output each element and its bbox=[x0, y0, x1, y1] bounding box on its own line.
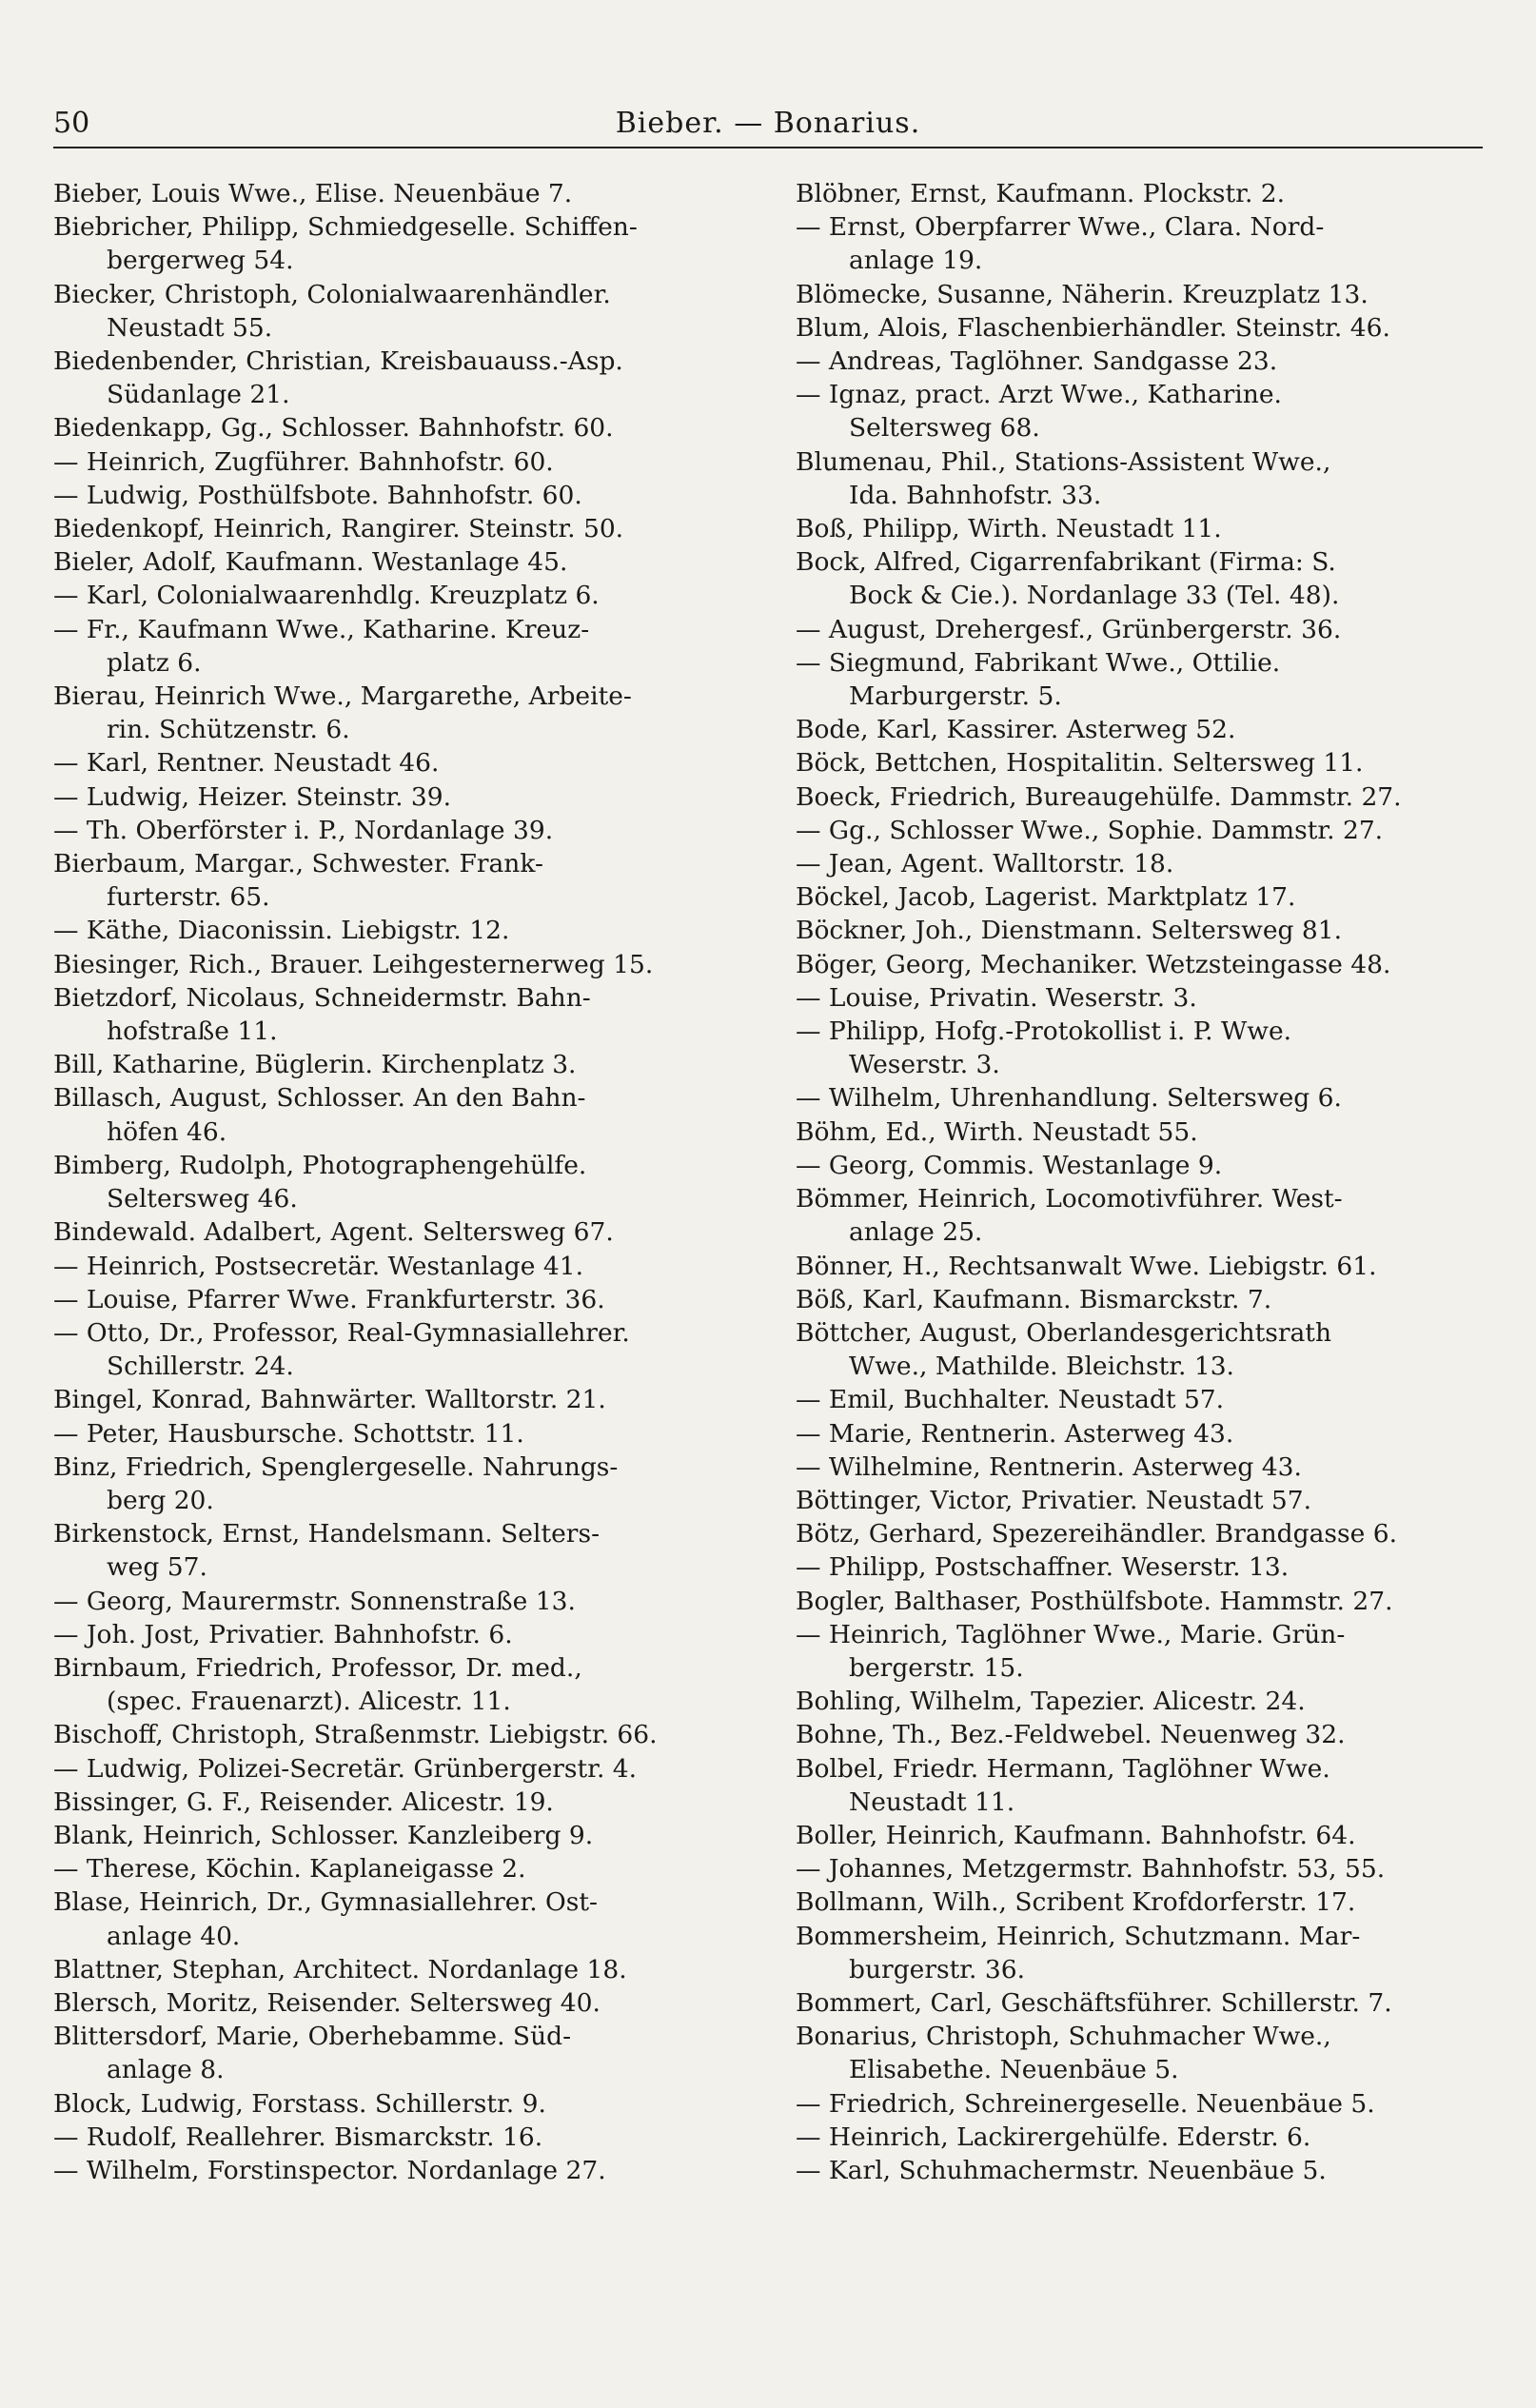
entry-continuation-line: höfen 46. bbox=[107, 1116, 227, 1147]
directory-entry bbox=[53, 2087, 756, 2121]
entry-line: Böhm, Ed., Wirth. Neustadt 55. bbox=[796, 1116, 1198, 1147]
entry-line: Blattner, Stephan, Architect. Nordanlage 18. bbox=[53, 1954, 627, 1984]
entry-line: — Ernst, Oberpfarrer Wwe., Clara. Nord- bbox=[796, 212, 1325, 243]
entry-line: Block, Ludwig, Forstass. Schillerstr. 9. bbox=[53, 2088, 546, 2119]
directory-entry bbox=[796, 1250, 1498, 1283]
directory-entry bbox=[53, 512, 756, 545]
entry-line: — Emil, Buchhalter. Neustadt 57. bbox=[796, 1385, 1225, 1415]
entry-line: Bode, Karl, Kassirer. Asterweg 52. bbox=[796, 715, 1236, 745]
entry-line: Blersch, Moritz, Reisender. Seltersweg 40. bbox=[53, 1987, 601, 2018]
entry-line: — Siegmund, Fabrikant Wwe., Ottilie. bbox=[796, 647, 1281, 678]
directory-entry bbox=[53, 545, 756, 579]
directory-entry bbox=[53, 177, 756, 210]
directory-entry bbox=[796, 814, 1498, 847]
directory-entry bbox=[796, 1585, 1498, 1618]
directory-entry bbox=[796, 646, 1498, 713]
entry-line: — Wilhelmine, Rentnerin. Asterweg 43. bbox=[796, 1451, 1302, 1482]
directory-entry bbox=[53, 345, 756, 411]
directory-column-left bbox=[53, 177, 756, 2370]
entry-line: — Wilhelm, Forstinspector. Nordanlage 27. bbox=[53, 2155, 606, 2185]
directory-entry bbox=[53, 1718, 756, 1751]
directory-entry bbox=[796, 1550, 1498, 1584]
directory-entry bbox=[796, 1819, 1498, 1852]
entry-continuation-line: Südanlage 21. bbox=[107, 380, 290, 410]
entry-continuation-line: (spec. Frauenarzt). Alicestr. 11. bbox=[107, 1687, 511, 1717]
directory-entry bbox=[796, 378, 1498, 444]
entry-line: — Wilhelm, Uhrenhandlung. Seltersweg 6. bbox=[796, 1083, 1342, 1114]
entry-continuation-line: burgerstr. 36. bbox=[849, 1954, 1026, 1984]
entry-line: Bolbel, Friedr. Hermann, Taglöhner Wwe. bbox=[796, 1753, 1330, 1784]
entry-continuation-line: Marburgerstr. 5. bbox=[849, 681, 1062, 712]
entry-line: Bötz, Gerhard, Spezereihändler. Brandgasse 6. bbox=[796, 1519, 1398, 1549]
entry-line: — Ludwig, Heizer. Steinstr. 39. bbox=[53, 781, 452, 812]
entry-line: Biebricher, Philipp, Schmiedgeselle. Schiffen- bbox=[53, 212, 638, 243]
entry-line: Bommert, Carl, Geschäftsführer. Schillerstr. 7. bbox=[796, 1987, 1392, 2018]
entry-line: Billasch, August, Schlosser. An den Bahn- bbox=[53, 1083, 586, 1114]
directory-entry bbox=[796, 1618, 1498, 1685]
directory-entry bbox=[796, 345, 1498, 378]
entry-continuation-line: Schillerstr. 24. bbox=[107, 1352, 294, 1382]
directory-entry bbox=[53, 1986, 756, 2020]
entry-line: Blömecke, Susanne, Näherin. Kreuzplatz 13. bbox=[796, 279, 1369, 309]
entry-line: Böck, Bettchen, Hospitalitin. Seltersweg 11. bbox=[796, 748, 1364, 779]
entry-line: Bill, Katharine, Büglerin. Kirchenplatz 3. bbox=[53, 1050, 577, 1080]
entry-line: Bieler, Adolf, Kaufmann. Westanlage 45. bbox=[53, 547, 568, 578]
entry-continuation-line: bergerstr. 15. bbox=[849, 1652, 1024, 1683]
directory-entry bbox=[796, 948, 1498, 981]
entry-line: — Heinrich, Postsecretär. Westanlage 41. bbox=[53, 1251, 584, 1281]
directory-entry bbox=[796, 1986, 1498, 2020]
directory-entry bbox=[53, 847, 756, 914]
directory-entry bbox=[53, 210, 756, 277]
directory-entry bbox=[53, 1149, 756, 1215]
directory-entry bbox=[796, 1852, 1498, 1885]
directory-entry bbox=[796, 1517, 1498, 1550]
entry-line: Bonarius, Christoph, Schuhmacher Wwe., bbox=[796, 2022, 1331, 2052]
directory-entry bbox=[53, 1283, 756, 1316]
entry-line: Boller, Heinrich, Kaufmann. Bahnhofstr. 64. bbox=[796, 1820, 1356, 1850]
directory-entry bbox=[796, 1015, 1498, 1081]
entry-line: Bissinger, G. F., Reisender. Alicestr. 19. bbox=[53, 1786, 554, 1817]
entry-line: Blank, Heinrich, Schlosser. Kanzleiberg 9. bbox=[53, 1820, 594, 1850]
entry-line: Blumenau, Phil., Stations-Assistent Wwe., bbox=[796, 446, 1331, 477]
page-header bbox=[53, 103, 1483, 148]
directory-entry bbox=[53, 1517, 756, 1584]
directory-entry bbox=[53, 1081, 756, 1148]
directory-entry bbox=[53, 579, 756, 612]
entry-line: — Jean, Agent. Walltorstr. 18. bbox=[796, 849, 1174, 879]
entry-line: Boß, Philipp, Wirth. Neustadt 11. bbox=[796, 514, 1222, 544]
entry-continuation-line: Elisabethe. Neuenbäue 5. bbox=[849, 2055, 1179, 2085]
directory-entry bbox=[53, 981, 756, 1048]
directory-entry bbox=[796, 278, 1498, 311]
page-number: 50 bbox=[53, 107, 90, 140]
entry-line: — Karl, Colonialwaarenhdlg. Kreuzplatz 6. bbox=[53, 581, 600, 611]
entry-continuation-line: rin. Schützenstr. 6. bbox=[107, 715, 350, 745]
entry-line: Biesinger, Rich., Brauer. Leihgesternerweg 15. bbox=[53, 949, 654, 979]
directory-entry bbox=[53, 780, 756, 814]
directory-entry bbox=[796, 545, 1498, 612]
entry-line: — Andreas, Taglöhner. Sandgasse 23. bbox=[796, 346, 1278, 377]
entry-line: — Fr., Kaufmann Wwe., Katharine. Kreuz- bbox=[53, 614, 590, 644]
directory-entry bbox=[53, 1752, 756, 1786]
directory-entry bbox=[53, 2154, 756, 2187]
entry-line: Bömmer, Heinrich, Locomotivführer. West- bbox=[796, 1184, 1343, 1214]
entry-line: — Johannes, Metzgermstr. Bahnhofstr. 53, 55. bbox=[796, 1854, 1386, 1885]
directory-entry bbox=[796, 1920, 1498, 1986]
entry-continuation-line: Neustadt 55. bbox=[107, 312, 273, 343]
directory-entry bbox=[53, 814, 756, 847]
entry-line: Bönner, H., Rechtsanwalt Wwe. Liebigstr. 61. bbox=[796, 1251, 1377, 1281]
directory-entry bbox=[796, 2121, 1498, 2154]
entry-line: — Heinrich, Taglöhner Wwe., Marie. Grün- bbox=[796, 1619, 1346, 1649]
directory-entry bbox=[796, 1451, 1498, 1484]
directory-entry bbox=[53, 1885, 756, 1952]
entry-line: — Peter, Hausbursche. Schottstr. 11. bbox=[53, 1418, 524, 1449]
entry-continuation-line: Seltersweg 46. bbox=[107, 1184, 298, 1214]
entry-line: — Louise, Privatin. Weserstr. 3. bbox=[796, 982, 1197, 1013]
entry-continuation-line: anlage 8. bbox=[107, 2055, 225, 2085]
directory-entry bbox=[796, 2154, 1498, 2187]
directory-entry bbox=[796, 880, 1498, 914]
directory-entry bbox=[796, 1182, 1498, 1249]
entry-line: — Ludwig, Posthülfsbote. Bahnhofstr. 60. bbox=[53, 480, 582, 510]
entry-line: Biedenkopf, Heinrich, Rangirer. Steinstr. 50. bbox=[53, 514, 624, 544]
entry-continuation-line: Ida. Bahnhofstr. 33. bbox=[849, 480, 1102, 510]
directory-entry bbox=[53, 1383, 756, 1416]
entry-line: — Karl, Rentner. Neustadt 46. bbox=[53, 748, 440, 779]
directory-entry bbox=[53, 1250, 756, 1283]
directory-entry bbox=[796, 1885, 1498, 1919]
directory-entry bbox=[53, 746, 756, 780]
directory-entry bbox=[796, 1685, 1498, 1718]
entry-line: Bommersheim, Heinrich, Schutzmann. Mar- bbox=[796, 1921, 1361, 1951]
directory-column-right bbox=[796, 177, 1498, 2370]
directory-entry bbox=[796, 210, 1498, 277]
entry-line: Bogler, Balthaser, Posthülfsbote. Hammstr. 27. bbox=[796, 1586, 1393, 1616]
entry-line: Bollmann, Wilh., Scribent Krofdorferstr. 17. bbox=[796, 1887, 1356, 1918]
directory-entry bbox=[53, 1618, 756, 1651]
entry-line: — Louise, Pfarrer Wwe. Frankfurterstr. 36. bbox=[53, 1284, 605, 1314]
entry-line: Blöbner, Ernst, Kaufmann. Plockstr. 2. bbox=[796, 179, 1286, 208]
entry-line: Bieber, Louis Wwe., Elise. Neuenbäue 7. bbox=[53, 179, 573, 208]
entry-line: Biedenbender, Christian, Kreisbauauss.-Asp. bbox=[53, 346, 623, 377]
entry-line: Bock, Alfred, Cigarrenfabrikant (Firma: S. bbox=[796, 547, 1336, 578]
directory-entry bbox=[796, 2087, 1498, 2121]
directory-entry bbox=[796, 445, 1498, 512]
directory-entry bbox=[53, 613, 756, 680]
entry-continuation-line: anlage 40. bbox=[107, 1921, 241, 1951]
entry-line: Böger, Georg, Mechaniker. Wetzsteingasse 48. bbox=[796, 949, 1391, 979]
entry-line: Blittersdorf, Marie, Oberhebamme. Süd- bbox=[53, 2022, 572, 2052]
entry-continuation-line: furterstr. 65. bbox=[107, 882, 270, 913]
entry-continuation-line: berg 20. bbox=[107, 1485, 214, 1515]
directory-entry bbox=[796, 981, 1498, 1015]
directory-entry bbox=[796, 847, 1498, 880]
entry-line: — Ignaz, pract. Arzt Wwe., Katharine. bbox=[796, 380, 1282, 410]
entry-line: — Therese, Köchin. Kaplaneigasse 2. bbox=[53, 1854, 526, 1885]
entry-continuation-line: anlage 19. bbox=[849, 246, 983, 276]
directory-entry bbox=[53, 914, 756, 947]
directory-entry bbox=[53, 1417, 756, 1451]
directory-entry bbox=[53, 479, 756, 512]
entry-line: — Georg, Commis. Westanlage 9. bbox=[796, 1150, 1223, 1180]
entry-line: — August, Drehergesf., Grünbergerstr. 36. bbox=[796, 614, 1342, 644]
entry-line: Bierbaum, Margar., Schwester. Frank- bbox=[53, 849, 543, 879]
directory-entry bbox=[796, 1484, 1498, 1517]
directory-entry bbox=[796, 512, 1498, 545]
entry-line: — Heinrich, Lackirergehülfe. Ederstr. 6. bbox=[796, 2122, 1311, 2152]
directory-entry bbox=[796, 1283, 1498, 1316]
entry-line: — Karl, Schuhmachermstr. Neuenbäue 5. bbox=[796, 2155, 1327, 2185]
entry-line: Böß, Karl, Kaufmann. Bismarckstr. 7. bbox=[796, 1284, 1272, 1314]
entry-line: Blum, Alois, Flaschenbierhändler. Steinstr. 46. bbox=[796, 312, 1390, 343]
running-head: Bieber. — Bonarius. bbox=[615, 107, 921, 140]
directory-entry bbox=[796, 1316, 1498, 1383]
directory-entry bbox=[796, 1115, 1498, 1149]
entry-line: Bohne, Th., Bez.-Feldwebel. Neuenweg 32. bbox=[796, 1720, 1346, 1750]
directory-columns bbox=[53, 177, 1498, 2370]
entry-continuation-line: Neustadt 11. bbox=[849, 1786, 1015, 1817]
entry-line: Bingel, Konrad, Bahnwärter. Walltorstr. 21. bbox=[53, 1385, 606, 1415]
entry-continuation-line: bergerweg 54. bbox=[107, 246, 294, 276]
directory-entry bbox=[796, 713, 1498, 746]
directory-entry bbox=[53, 1651, 756, 1718]
entry-line: — Käthe, Diaconissin. Liebigstr. 12. bbox=[53, 916, 510, 946]
directory-entry bbox=[53, 1786, 756, 1819]
entry-line: Boeck, Friedrich, Bureaugehülfe. Dammstr. 27. bbox=[796, 781, 1402, 812]
entry-line: — Otto, Dr., Professor, Real-Gymnasiallehrer. bbox=[53, 1317, 630, 1348]
entry-line: Böttinger, Victor, Privatier. Neustadt 57. bbox=[796, 1485, 1312, 1515]
entry-line: Bischoff, Christoph, Straßenmstr. Liebigstr. 66. bbox=[53, 1720, 658, 1750]
entry-continuation-line: platz 6. bbox=[107, 647, 202, 678]
entry-line: Blase, Heinrich, Dr., Gymnasiallehrer. Ost- bbox=[53, 1887, 598, 1918]
directory-entry bbox=[53, 1215, 756, 1249]
entry-line: — Ludwig, Polizei-Secretär. Grünbergerstr. 4. bbox=[53, 1753, 638, 1784]
entry-line: — Rudolf, Reallehrer. Bismarckstr. 16. bbox=[53, 2122, 543, 2152]
entry-continuation-line: weg 57. bbox=[107, 1552, 207, 1583]
entry-line: Böckner, Joh., Dienstmann. Seltersweg 81. bbox=[796, 916, 1343, 946]
entry-line: Bindewald. Adalbert, Agent. Seltersweg 67. bbox=[53, 1217, 614, 1248]
entry-line: Bierau, Heinrich Wwe., Margarethe, Arbeite- bbox=[53, 681, 632, 712]
directory-entry bbox=[53, 1953, 756, 1986]
directory-entry bbox=[796, 177, 1498, 210]
entry-line: — Th. Oberförster i. P., Nordanlage 39. bbox=[53, 815, 554, 845]
entry-line: Birnbaum, Friedrich, Professor, Dr. med., bbox=[53, 1652, 582, 1683]
entry-line: — Philipp, Postschaffner. Weserstr. 13. bbox=[796, 1552, 1290, 1583]
directory-entry bbox=[796, 1149, 1498, 1182]
entry-line: Biedenkapp, Gg., Schlosser. Bahnhofstr. 60. bbox=[53, 413, 614, 444]
entry-continuation-line: Weserstr. 3. bbox=[849, 1050, 1000, 1080]
directory-entry bbox=[53, 1451, 756, 1517]
directory-entry bbox=[53, 1585, 756, 1618]
entry-line: Bohling, Wilhelm, Tapezier. Alicestr. 24. bbox=[796, 1687, 1306, 1717]
directory-entry bbox=[53, 445, 756, 479]
entry-line: — Heinrich, Zugführer. Bahnhofstr. 60. bbox=[53, 446, 554, 477]
directory-entry bbox=[796, 914, 1498, 947]
directory-entry bbox=[53, 1048, 756, 1081]
entry-line: — Philipp, Hofg.-Protokollist i. P. Wwe. bbox=[796, 1016, 1292, 1047]
directory-entry bbox=[53, 948, 756, 981]
entry-line: — Friedrich, Schreinergeselle. Neuenbäue 5. bbox=[796, 2088, 1375, 2119]
directory-entry bbox=[53, 1819, 756, 1852]
entry-line: Binz, Friedrich, Spenglergeselle. Nahrungs- bbox=[53, 1451, 619, 1482]
directory-entry bbox=[796, 2020, 1498, 2086]
directory-entry bbox=[796, 311, 1498, 345]
directory-entry bbox=[796, 780, 1498, 814]
entry-line: — Joh. Jost, Privatier. Bahnhofstr. 6. bbox=[53, 1619, 513, 1649]
directory-entry bbox=[53, 2121, 756, 2154]
entry-line: Biecker, Christoph, Colonialwaarenhändler. bbox=[53, 279, 611, 309]
entry-line: Bietzdorf, Nicolaus, Schneidermstr. Bahn- bbox=[53, 982, 591, 1013]
directory-entry bbox=[796, 1718, 1498, 1751]
directory-entry bbox=[53, 278, 756, 345]
entry-line: Böckel, Jacob, Lagerist. Marktplatz 17. bbox=[796, 882, 1296, 913]
entry-line: Bimberg, Rudolph, Photographengehülfe. bbox=[53, 1150, 587, 1180]
entry-continuation-line: Wwe., Mathilde. Bleichstr. 13. bbox=[849, 1352, 1234, 1382]
entry-line: — Marie, Rentnerin. Asterweg 43. bbox=[796, 1418, 1234, 1449]
directory-entry bbox=[796, 746, 1498, 780]
directory-entry bbox=[53, 1852, 756, 1885]
directory-entry bbox=[53, 2020, 756, 2086]
entry-line: — Georg, Maurermstr. Sonnenstraße 13. bbox=[53, 1586, 576, 1616]
directory-entry bbox=[796, 1383, 1498, 1416]
entry-continuation-line: Bock & Cie.). Nordanlage 33 (Tel. 48). bbox=[849, 581, 1340, 611]
entry-line: Böttcher, August, Oberlandesgerichtsrath bbox=[796, 1317, 1332, 1348]
directory-entry bbox=[53, 1316, 756, 1383]
directory-entry bbox=[796, 613, 1498, 646]
entry-continuation-line: anlage 25. bbox=[849, 1217, 983, 1248]
entry-continuation-line: hofstraße 11. bbox=[107, 1016, 278, 1047]
entry-line: — Gg., Schlosser Wwe., Sophie. Dammstr. 27. bbox=[796, 815, 1384, 845]
directory-entry bbox=[53, 680, 756, 746]
directory-entry bbox=[796, 1081, 1498, 1115]
directory-entry bbox=[53, 411, 756, 444]
directory-entry bbox=[796, 1752, 1498, 1819]
entry-line: Birkenstock, Ernst, Handelsmann. Selters- bbox=[53, 1519, 601, 1549]
directory-entry bbox=[796, 1417, 1498, 1451]
entry-continuation-line: Seltersweg 68. bbox=[849, 413, 1040, 444]
